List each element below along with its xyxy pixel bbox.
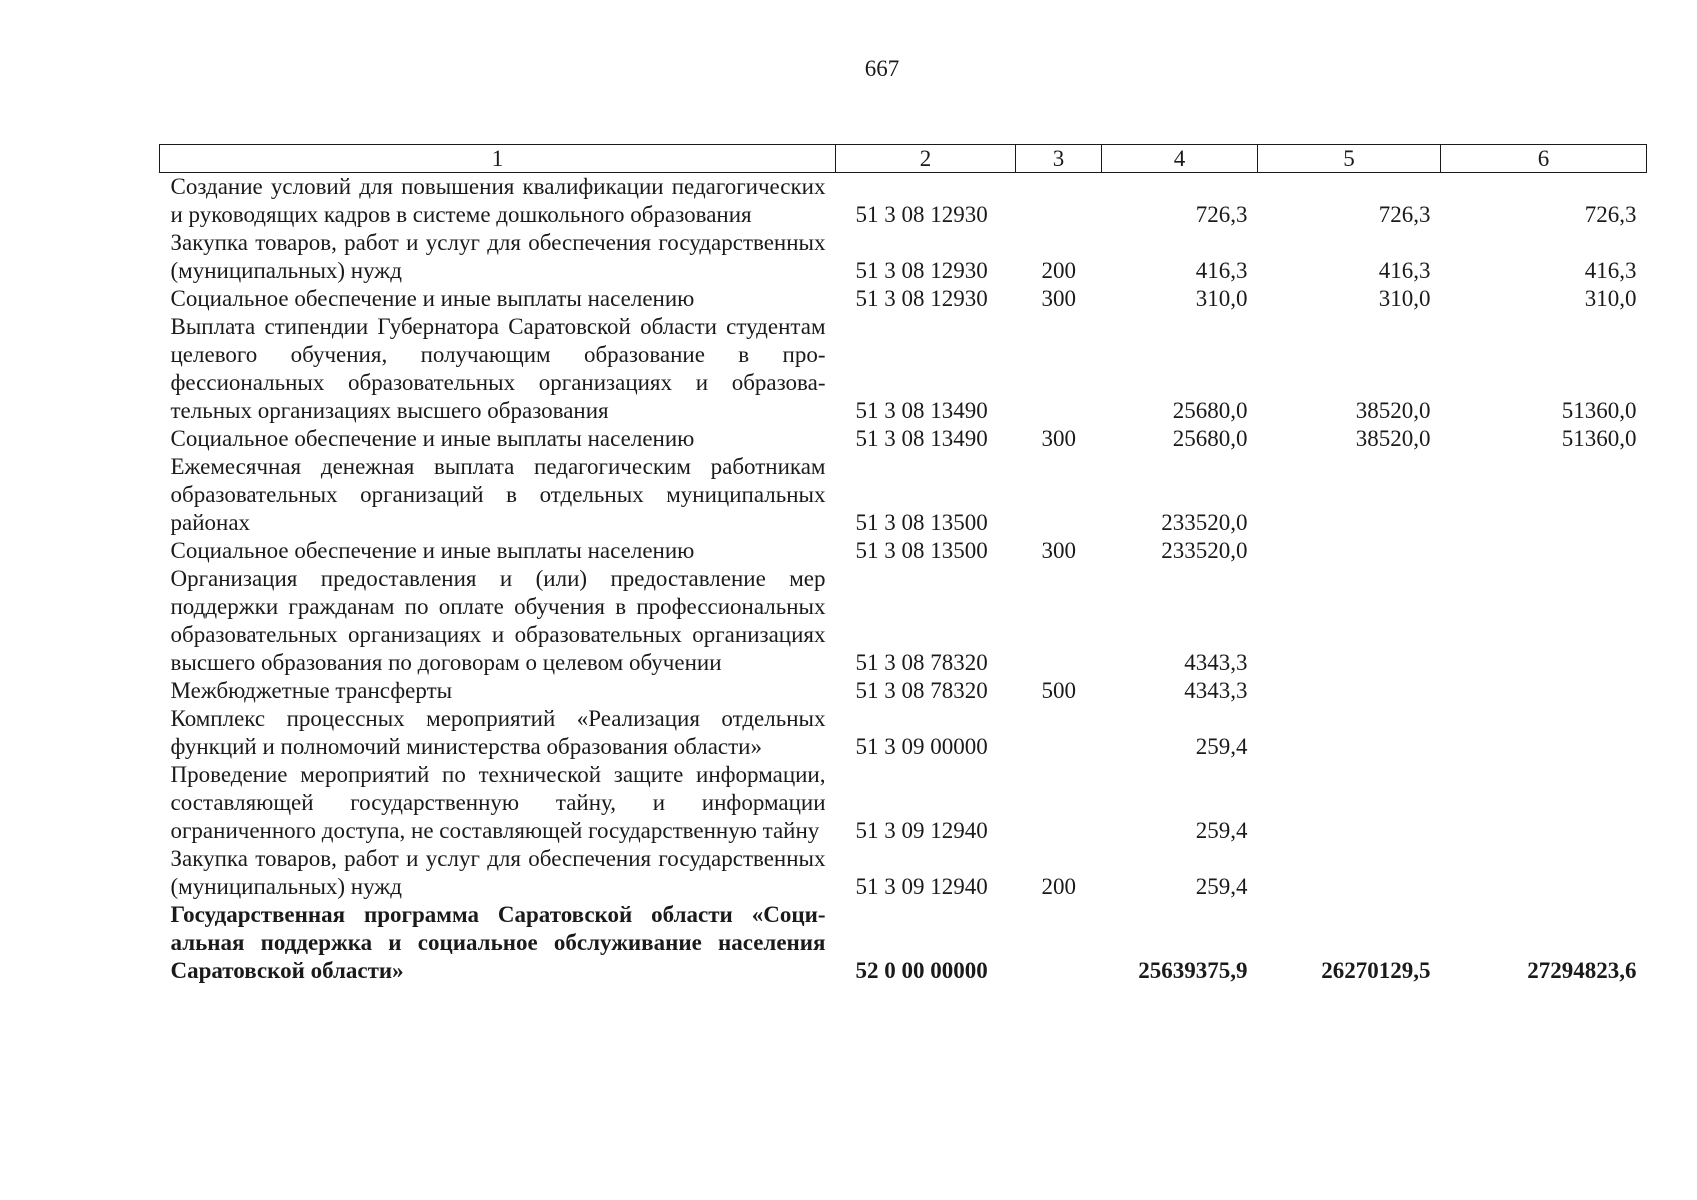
table-row (160, 285, 1647, 313)
table-row (160, 565, 1647, 677)
row-name: Проведение мероприятий по технической защите информации, составляющей государственную тайну, и информации ограниченного доступа, не составляющей государственную тайну (170, 762, 826, 843)
row-value-1: 259,4 (1195, 874, 1248, 899)
row-expense-type (1016, 565, 1102, 677)
row-value-3 (1441, 705, 1647, 761)
row-name: Социальное обеспечение и иные выплаты населению (170, 426, 695, 451)
row-value-2 (1258, 453, 1441, 537)
row-value-3: 27294823,6 (1527, 958, 1637, 983)
row-name: Государственная программа Саратовской области «Социальная поддержка и социальное обслуживание населения Саратовской области» (170, 902, 826, 983)
row-value-3 (1441, 537, 1647, 565)
table-row (160, 313, 1647, 425)
row-code: 51 3 08 13490 (855, 426, 988, 451)
column-header-2: 2 (836, 145, 1016, 173)
row-code: 51 3 08 78320 (855, 678, 988, 703)
row-value-2: 310,0 (1378, 286, 1431, 311)
row-code: 51 3 08 12930 (855, 202, 988, 227)
row-value-1: 259,4 (1195, 818, 1248, 843)
row-code: 52 0 00 00000 (855, 958, 988, 983)
row-value-2 (1258, 565, 1441, 677)
table-row (160, 705, 1647, 761)
row-code: 51 3 09 00000 (855, 734, 988, 759)
table-row (160, 229, 1647, 285)
row-expense-type (1016, 761, 1102, 845)
table-header (160, 145, 1647, 173)
table-row (160, 761, 1647, 845)
row-value-1: 25680,0 (1172, 398, 1248, 423)
row-code: 51 3 09 12940 (855, 874, 988, 899)
column-header-3: 3 (1016, 145, 1102, 173)
row-value-2: 38520,0 (1355, 426, 1431, 451)
row-value-1: 259,4 (1195, 734, 1248, 759)
row-value-2 (1258, 677, 1441, 705)
row-expense-type (1016, 705, 1102, 761)
row-value-1: 4343,3 (1184, 678, 1248, 703)
row-value-3 (1441, 761, 1647, 845)
header-row (160, 145, 1647, 173)
row-code: 51 3 08 12930 (855, 258, 988, 283)
table-row (160, 453, 1647, 537)
row-value-1: 726,3 (1195, 202, 1248, 227)
row-name: Закупка товаров, работ и услуг для обеспечения государственных (муниципальных) нужд (170, 230, 826, 283)
column-header-1: 1 (160, 145, 836, 173)
row-expense-type: 200 (1041, 258, 1076, 283)
row-value-2 (1258, 705, 1441, 761)
row-value-3 (1441, 453, 1647, 537)
table-body (160, 173, 1647, 986)
column-header-6: 6 (1441, 145, 1647, 173)
row-expense-type: 200 (1041, 874, 1076, 899)
row-name: Социальное обеспечение и иные выплаты населению (170, 286, 695, 311)
row-expense-type: 300 (1041, 426, 1076, 451)
row-name: Выплата стипендии Губернатора Саратовской области студентам целевого обучения, получающим образование в профессиональных образовательных организациях и образовательных организациях высшего образования (170, 314, 826, 423)
row-value-3 (1441, 845, 1647, 901)
row-value-2 (1258, 537, 1441, 565)
row-value-2: 416,3 (1378, 258, 1431, 283)
row-value-3: 416,3 (1584, 258, 1637, 283)
row-code: 51 3 09 12940 (855, 818, 988, 843)
row-name: Социальное обеспечение и иные выплаты населению (170, 538, 695, 563)
row-name: Межбюджетные трансферты (170, 678, 453, 703)
row-name: Комплекс процессных мероприятий «Реализация отдельных функций и полномочий министерства образования области» (170, 706, 826, 759)
row-code: 51 3 08 13490 (855, 398, 988, 423)
row-value-1: 25680,0 (1172, 426, 1248, 451)
table-row (160, 173, 1647, 230)
page-number: 667 (864, 56, 900, 81)
row-expense-type (1016, 453, 1102, 537)
row-value-3: 310,0 (1584, 286, 1637, 311)
row-value-1: 4343,3 (1184, 650, 1248, 675)
row-value-3: 51360,0 (1561, 426, 1637, 451)
row-code: 51 3 08 12930 (855, 286, 988, 311)
row-value-1: 233520,0 (1161, 510, 1248, 535)
row-value-1: 233520,0 (1161, 538, 1248, 563)
row-code: 51 3 08 78320 (855, 650, 988, 675)
row-expense-type (1016, 901, 1102, 985)
budget-table (159, 144, 1647, 985)
row-name: Ежемесячная денежная выплата педагогическим работникам образовательных организаций в отдельных муниципальных районах (170, 454, 826, 535)
row-value-1: 416,3 (1195, 258, 1248, 283)
row-name: Организация предоставления и (или) предоставление мер поддержки гражданам по оплате обучения в профессиональных образовательных организациях и образовательных организациях высшего образования по договорам о целевом обучении (170, 566, 826, 675)
row-code: 51 3 08 13500 (855, 510, 988, 535)
table-row (160, 901, 1647, 985)
row-value-3 (1441, 677, 1647, 705)
column-header-4: 4 (1102, 145, 1258, 173)
row-value-2: 26270129,5 (1321, 958, 1431, 983)
row-code: 51 3 08 13500 (855, 538, 988, 563)
row-value-2 (1258, 761, 1441, 845)
table-row (160, 845, 1647, 901)
row-name: Закупка товаров, работ и услуг для обеспечения государственных (муниципальных) нужд (170, 846, 826, 899)
row-value-2: 38520,0 (1355, 398, 1431, 423)
column-header-5: 5 (1258, 145, 1441, 173)
row-value-3 (1441, 565, 1647, 677)
row-value-1: 310,0 (1195, 286, 1248, 311)
row-expense-type (1016, 173, 1102, 230)
row-value-3: 51360,0 (1561, 398, 1637, 423)
row-expense-type: 500 (1041, 678, 1076, 703)
row-expense-type: 300 (1041, 538, 1076, 563)
row-value-2 (1258, 845, 1441, 901)
table-row (160, 537, 1647, 565)
row-value-1: 25639375,9 (1138, 958, 1248, 983)
table-row (160, 425, 1647, 453)
row-value-3: 726,3 (1584, 202, 1637, 227)
row-expense-type (1016, 313, 1102, 425)
row-value-2: 726,3 (1378, 202, 1431, 227)
row-expense-type: 300 (1041, 286, 1076, 311)
table-row (160, 677, 1647, 705)
row-name: Создание условий для повышения квалификации педагогических и руководящих кадров в системе дошкольного образования (170, 174, 826, 227)
